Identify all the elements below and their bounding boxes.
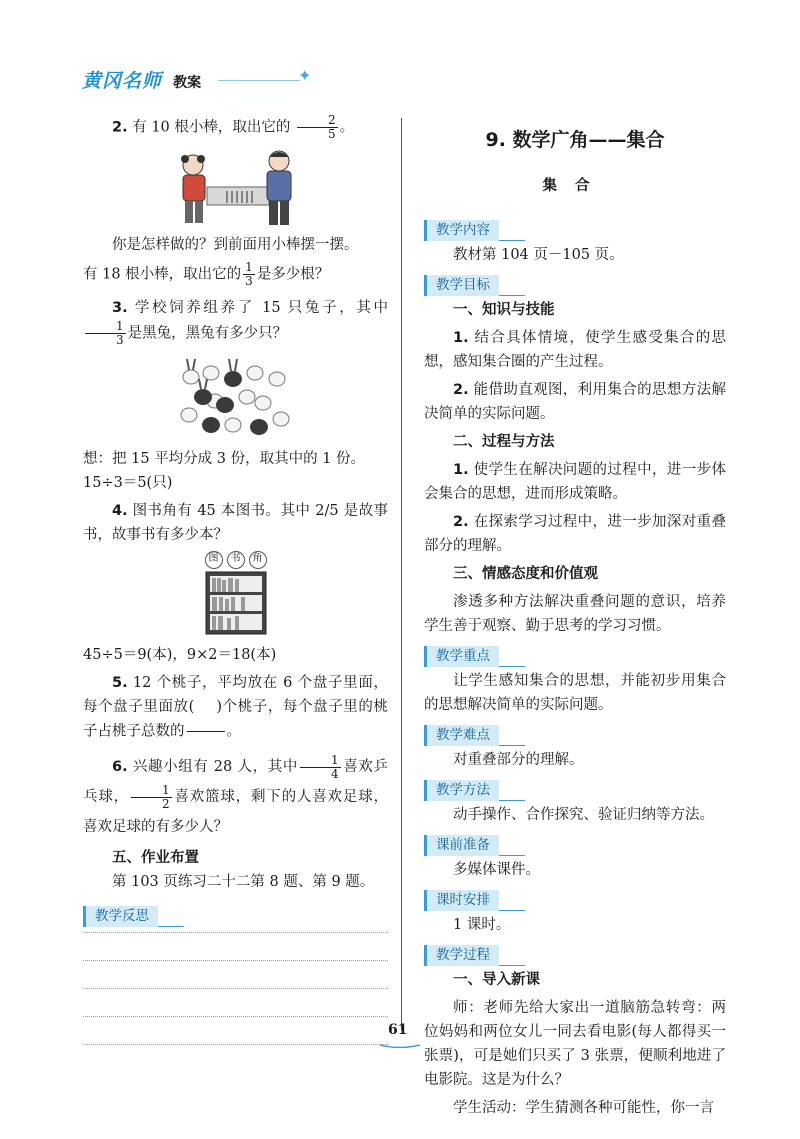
section-tag-process: 教学过程 <box>424 945 499 966</box>
question-4: 4. 图书角有 45 本图书。其中 2/5 是故事书，故事书有多少本？ <box>83 503 388 543</box>
goal-item: 1. 结合具体情境，使学生感受集合的思想，感知集合圈的产生过程。 <box>424 330 727 370</box>
sparkle-icon: ✦ <box>298 66 312 85</box>
difficulty-text: 对重叠部分的理解。 <box>453 752 584 768</box>
header-rule <box>218 80 300 81</box>
goal-item: 1. 使学生在解决问题的过程中，进一步体会集合的思想，进而形成策略。 <box>424 462 727 502</box>
sign-char: 角 <box>249 551 267 569</box>
schedule-text: 1 课时。 <box>453 917 511 933</box>
method-text: 动手操作、合作探究、验证归纳等方法。 <box>453 807 714 823</box>
sign-char: 书 <box>227 551 245 569</box>
content-text: 教材第 104 页－105 页。 <box>453 247 624 263</box>
section-tag-goals: 教学目标 <box>424 275 499 296</box>
preparation-text: 多媒体课件。 <box>453 862 540 878</box>
goal-heading-1: 一、知识与技能 <box>453 302 555 318</box>
answer-fraction-blank[interactable] <box>187 719 225 744</box>
goal-heading-2: 二、过程与方法 <box>453 434 555 450</box>
process-paragraph: 师：老师先给大家出一道脑筋急转弯：两位妈妈和两位女儿一同去看电影(每人都得买一张票)，可是她们只买了 3 张票，便顺利地进了电影院。这是为什么？ <box>424 1000 726 1088</box>
answer-blank[interactable] <box>194 699 216 713</box>
fraction: $\frac{1}{3}$ <box>85 320 126 347</box>
section-tag-schedule: 课时安排 <box>424 890 499 911</box>
page-number-ornament <box>378 1042 422 1048</box>
question-5: 5. 12 个桃子，平均放在 6 个盘子里面，每个盘子里面放( )个桃子，每个盘子里的桃子占桃子总数的 。 <box>83 671 388 744</box>
rabbits-illustration <box>177 353 295 441</box>
goal-heading-3: 三、情感态度和价值观 <box>453 566 598 582</box>
question-4-calc: 45÷5＝9(本)，9×2＝18(本) <box>83 647 277 663</box>
process-heading: 一、导入新课 <box>453 972 540 988</box>
section-tag-difficulty: 教学难点 <box>424 725 499 746</box>
question-2-prompt: 你是怎样做的？到前面用小棒摆一摆。 <box>112 237 359 253</box>
question-3-calc: 15÷3＝5(只) <box>83 475 173 491</box>
section-tag-preparation: 课前准备 <box>424 835 499 856</box>
homework-heading: 五、作业布置 <box>112 850 199 866</box>
fraction: $\frac{1}{4}$ <box>300 754 341 781</box>
right-column <box>424 118 726 1124</box>
key-text: 让学生感知集合的思想，并能初步用集合的思想解决简单的实际问题。 <box>424 673 726 713</box>
section-tag-method: 教学方法 <box>424 780 499 801</box>
children-sticks-illustration <box>177 147 295 227</box>
header-subtitle: 教案 <box>173 75 202 91</box>
section-tag-content: 教学内容 <box>424 220 499 241</box>
goal-item: 2. 能借助直观图，利用集合的思想方法解决简单的实际问题。 <box>424 382 727 422</box>
bookshelf-illustration <box>191 551 281 639</box>
reflection-tag: 教学反思 <box>83 906 158 927</box>
page-header <box>82 66 322 96</box>
question-2-followup: 有 18 根小棒，取出它的 $\frac{1}{3}$ 是多少根？ <box>83 260 330 288</box>
sign-char: 图 <box>205 551 223 569</box>
homework-text: 第 103 页练习二十二第 8 题、第 9 题。 <box>112 874 375 890</box>
goal-item: 渗透多种方法解决重叠问题的意识，培养学生善于观察、勤于思考的学习习惯。 <box>424 594 726 634</box>
question-3: 3. 学校饲养组养了 15 只兔子，其中 $\frac{1}{3}$ 是黑兔，黑兔有多少只？ <box>83 296 388 347</box>
column-divider <box>401 118 402 1030</box>
section-tag-key: 教学重点 <box>424 646 499 667</box>
page-number: 61 <box>388 1022 408 1038</box>
lesson-subtitle: 集合 <box>542 178 608 194</box>
left-column <box>83 114 388 929</box>
fraction: $\frac{1}{3}$ <box>245 260 253 288</box>
bookshelf-sign <box>191 551 281 569</box>
question-3-hint: 想：把 15 平均分成 3 份，取其中的 1 份。 <box>83 451 366 467</box>
lesson-title: 9. 数学广角——集合 <box>485 129 665 151</box>
fraction: $\frac{2}{5}$ <box>297 114 338 141</box>
process-paragraph: 学生活动：学生猜测各种可能性，你一言 <box>453 1100 714 1116</box>
fraction: $\frac{1}{2}$ <box>131 784 172 811</box>
goal-item: 2. 在探索学习过程中，进一步加深对重叠部分的理解。 <box>424 514 727 554</box>
question-6: 6. 兴趣小组有 28 人，其中 $\frac{1}{4}$ 喜欢乒乓球， $\frac{1}{2}$ 喜欢篮球，剩下的人喜欢足球，喜欢足球的有多少人？ <box>83 752 389 835</box>
brand-logo: 黄冈名师 <box>82 70 163 92</box>
question-2: 2. 有 10 根小棒，取出它的 $\frac{2}{5}$ 。 <box>112 113 355 141</box>
reflection-writing-lines[interactable] <box>83 905 388 1045</box>
